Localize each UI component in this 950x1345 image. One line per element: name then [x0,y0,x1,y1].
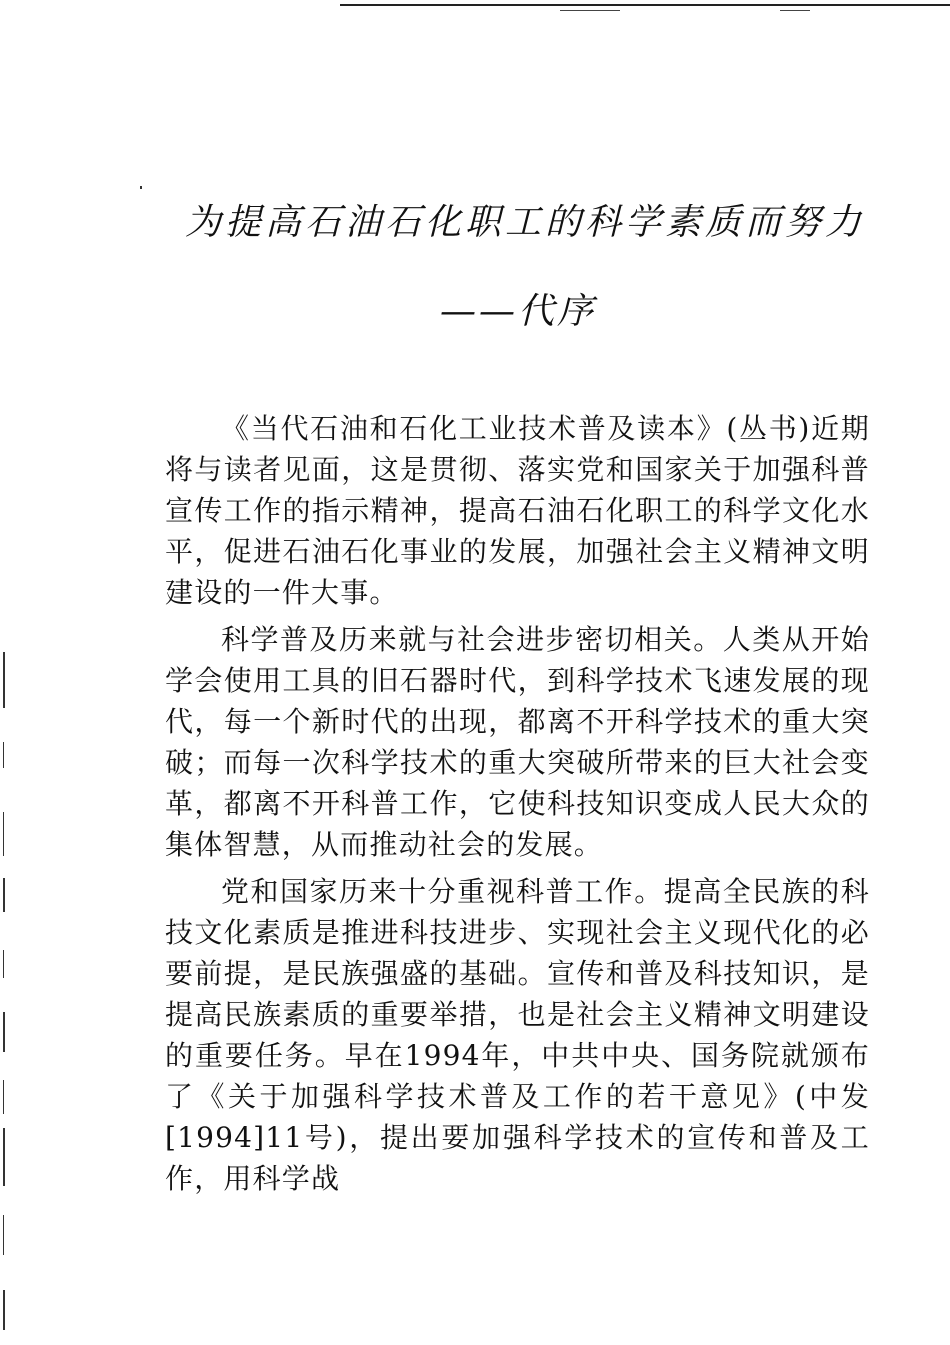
left-margin-scan-mark [3,950,4,978]
top-scan-edge-dash [780,10,810,11]
left-margin-scan-mark [3,742,4,768]
left-margin-scan-mark [3,1290,5,1330]
body-text [165,408,870,1205]
left-margin-scan-mark [3,1012,5,1052]
left-margin-scan-mark [3,1128,5,1186]
scan-speck [140,186,142,189]
left-margin-scan-mark [3,812,4,856]
left-margin-scan-mark [3,1215,4,1255]
document-title: 为提高石油石化职工的科学素质而努力 [184,202,865,243]
left-margin-scan-mark [3,1080,4,1114]
paragraph: 《当代石油和石化工业技术普及读本》(丛书)近期将与读者见面，这是贯彻、落实党和国家关于加强科普宣传工作的指示精神，提高石油石化职工的科学文化水平，促进石油石化事业的发展，加强社会主义精神文明建设的一件大事。 [165,412,870,609]
document-subtitle: ——代序 [440,291,597,332]
top-scan-edge-line [340,4,950,6]
paragraph: 科学普及历来就与社会进步密切相关。人类从开始学会使用工具的旧石器时代，到科学技术飞速发展的现代，每一个新时代的出现，都离不开科学技术的重大突破；而每一次科学技术的重大突破所带来的巨大社会变革，都离不开科普工作，它使科技知识变成人民大众的集体智慧，从而推动社会的发展。 [165,623,870,861]
top-scan-edge-dash [560,10,620,11]
left-margin-scan-mark [3,878,5,912]
left-margin-scan-mark [3,652,5,708]
paragraph: 党和国家历来十分重视科普工作。提高全民族的科技文化素质是推进科技进步、实现社会主义现代化的必要前提，是民族强盛的基础。宣传和普及科技知识，是提高民族素质的重要举措，也是社会主义精神文明建设的重要任务。早在1994年，中共中央、国务院就颁布了《关于加强科学技术普及工作的若干意见》(中发[1994]11号)，提出要加强科学技术的宣传和普及工作，用科学战 [165,875,870,1195]
